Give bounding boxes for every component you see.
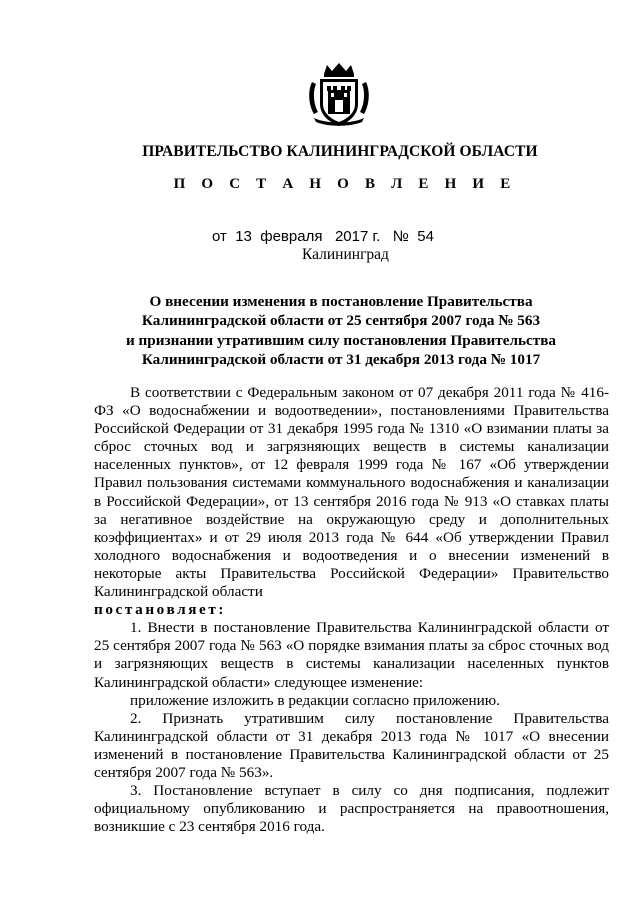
subject-line: Калининградской области от 25 сентября 2007 года № 563: [141, 312, 541, 330]
city-name: Калининград: [302, 246, 389, 263]
item-3-paragraph: 3. Постановление вступает в силу со дня подписания, подлежит официальному опубликованию и распространяется на правоотношения, возникшие с 23 сентября 2016 года.: [94, 782, 609, 836]
document-type: П О С Т А Н О В Л Е Н И Е: [173, 176, 517, 192]
document-body: [94, 384, 609, 836]
subject-line: Калининградской области от 31 декабря 2013 года № 1017: [141, 351, 541, 369]
item-1-change-paragraph: приложение изложить в редакции согласно приложению.: [130, 691, 500, 709]
government-name: ПРАВИТЕЛЬСТВО КАЛИНИНГРАДСКОЙ ОБЛАСТИ: [142, 143, 538, 160]
item-1-paragraph: 1. Внести в постановление Правительства Калининградской области от 25 сентября 2007 года № 563 «О порядке взимания платы за сброс сточных вод и загрязняющих веществ в системы канализации населенных пунктов Калининградской области» следующее изменение:: [94, 619, 609, 691]
preamble-paragraph: В соответствии с Федеральным законом от 07 декабря 2011 года № 416-ФЗ «О водоснабжении и водоотведении», постановлениями Правительства Российской Федерации от 31 декабря 1995 года № 1310 «О взимании платы за сброс сточных вод и загрязняющих веществ в системы канализации населенных пунктов», от 12 февраля 1999 года № 167 «Об утверждении Правил пользования системами коммунального водоснабжения и канализации в Российской Федерации», от 13 сентября 2016 года № 913 «О ставках платы за негативное воздействие на окружающую среду и дополнительных коэффициентах» и от 29 июля 2013 года № 644 «Об утверждении Правил холодного водоснабжения и водоотведения и о внесении изменений в некоторые акты Правительства Российской Федерации» Правительство Калининградской области: [94, 384, 609, 601]
document-subject: [96, 292, 586, 370]
subject-line: О внесении изменения в постановление Правительства: [149, 293, 533, 310]
subject-line: и признании утратившим силу постановления Правительства: [125, 331, 557, 349]
item-2-paragraph: 2. Признать утратившим силу постановление Правительства Калининградской области от 31 декабря 2013 года № 1017 «О внесении изменений в постановление Правительства Калининградской области от 25 сентября 2007 года № 563».: [94, 709, 609, 781]
resolves-word: постановляет:: [94, 601, 227, 619]
coat-of-arms-emblem: [304, 60, 374, 128]
date-and-number: от 13 февраля 2017 г. № 54: [212, 228, 434, 245]
